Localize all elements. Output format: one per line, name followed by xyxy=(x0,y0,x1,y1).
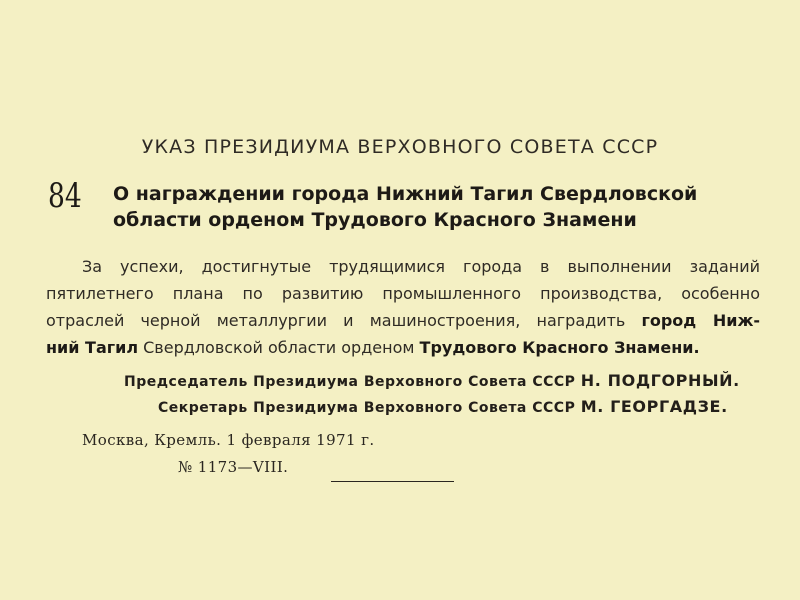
signature-secretary xyxy=(158,397,728,416)
body-line: пятилетнего плана по развитию промышленного производства, особенно xyxy=(46,284,760,303)
document-number: № 1173—VIII. xyxy=(178,458,289,476)
end-rule xyxy=(331,481,454,482)
decree-heading: УКАЗ ПРЕЗИДИУМА ВЕРХОВНОГО СОВЕТА СССР xyxy=(141,136,659,158)
signature-chairman xyxy=(124,371,740,390)
title-line: О награждении города Нижний Тагил Свердловской xyxy=(113,183,698,205)
place-and-date: Москва, Кремль. 1 февраля 1971 г. xyxy=(82,431,375,449)
title-line: области орденом Трудового Красного Знамени xyxy=(113,209,637,231)
signature-role: Председатель Президиума Верховного Совета СССР xyxy=(124,374,576,390)
decree-title xyxy=(113,181,763,233)
body-bold-segment: город Ниж- xyxy=(641,311,761,330)
signature-name: Н. ПОДГОРНЫЙ. xyxy=(580,371,740,390)
body-bold-segment: ний Тагил xyxy=(46,338,139,357)
body-text-segment: Свердловской области орденом xyxy=(138,338,420,357)
body-line xyxy=(46,334,760,361)
body-text-segment: отраслей черной металлургии и машиностроения, наградить xyxy=(46,311,642,330)
signature-name: М. ГЕОРГАДЗЕ. xyxy=(580,397,728,416)
signature-role: Секретарь Президиума Верховного Совета СССР xyxy=(158,400,576,416)
body-line: За успехи, достигнутые трудящимися города в выполнении заданий xyxy=(82,257,760,276)
decree-number: 84 xyxy=(48,176,82,216)
body-line xyxy=(46,307,760,334)
body-bold-segment: Трудового Красного Знамени. xyxy=(419,338,700,357)
decree-body xyxy=(46,253,760,361)
